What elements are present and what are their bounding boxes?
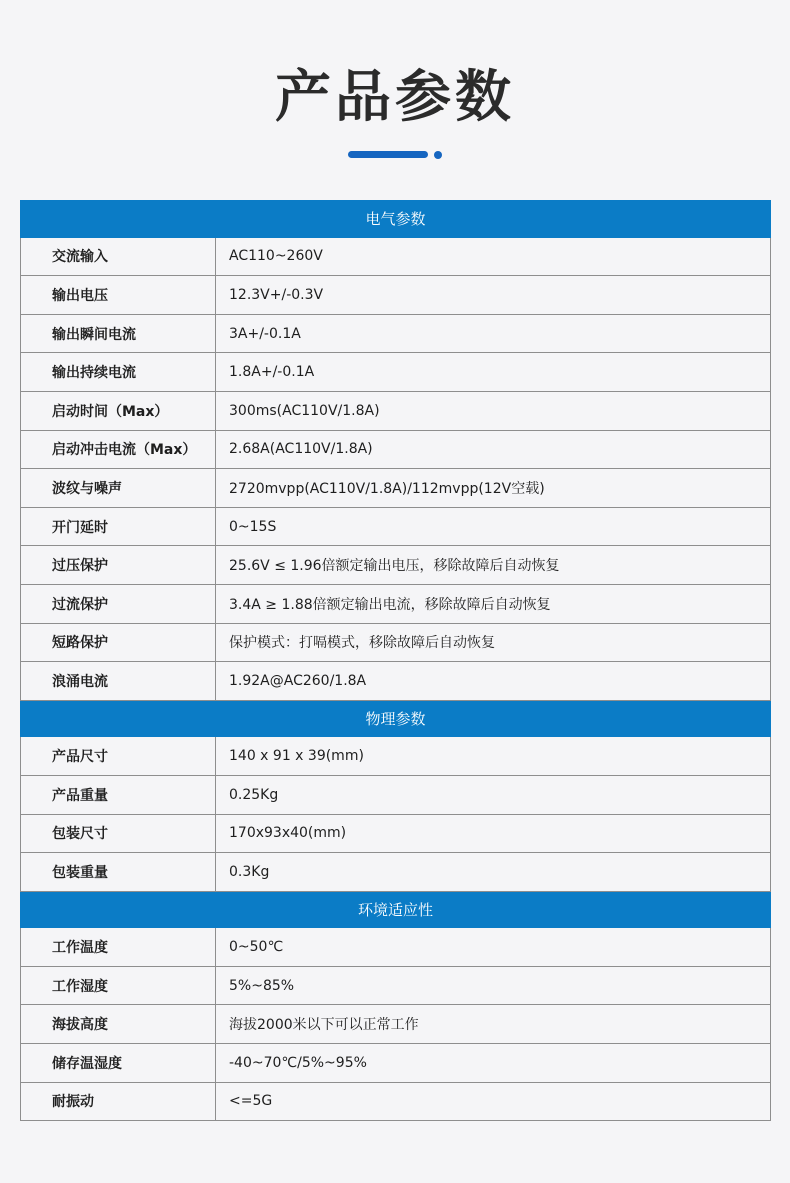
param-value: -40~70℃/5%~95% <box>216 1044 771 1083</box>
table-row <box>21 1005 771 1044</box>
param-label: 工作湿度 <box>21 966 216 1005</box>
table-row <box>21 507 771 546</box>
param-label: 耐振动 <box>21 1082 216 1121</box>
table-row <box>21 353 771 392</box>
param-label: 包装尺寸 <box>21 814 216 853</box>
param-label: 输出瞬间电流 <box>21 314 216 353</box>
param-label: 交流输入 <box>21 237 216 276</box>
table-row <box>21 430 771 469</box>
table-row <box>21 584 771 623</box>
param-value: 0.25Kg <box>216 775 771 814</box>
table-row <box>21 928 771 967</box>
param-value: 300ms(AC110V/1.8A) <box>216 391 771 430</box>
param-label: 储存温湿度 <box>21 1044 216 1083</box>
table-row <box>21 469 771 508</box>
param-label: 浪涌电流 <box>21 662 216 701</box>
param-label: 工作温度 <box>21 928 216 967</box>
section-header <box>21 891 771 928</box>
table-row <box>21 966 771 1005</box>
spec-table <box>20 200 771 1121</box>
param-value: <=5G <box>216 1082 771 1121</box>
table-row <box>21 662 771 701</box>
title-underline-decoration <box>0 150 790 160</box>
param-value: 2720mvpp(AC110V/1.8A)/112mvpp(12V空载) <box>216 469 771 508</box>
param-value: 1.92A@AC260/1.8A <box>216 662 771 701</box>
section-header <box>21 700 771 737</box>
table-row <box>21 814 771 853</box>
param-label: 包装重量 <box>21 853 216 892</box>
param-label: 开门延时 <box>21 507 216 546</box>
section-title: 物理参数 <box>21 700 771 737</box>
param-label: 过压保护 <box>21 546 216 585</box>
table-row <box>21 276 771 315</box>
param-label: 输出电压 <box>21 276 216 315</box>
table-row <box>21 314 771 353</box>
param-value: 140 x 91 x 39(mm) <box>216 737 771 776</box>
param-value: 3.4A ≥ 1.88倍额定输出电流，移除故障后自动恢复 <box>216 584 771 623</box>
table-row <box>21 737 771 776</box>
param-value: 0~15S <box>216 507 771 546</box>
table-row <box>21 391 771 430</box>
param-label: 产品重量 <box>21 775 216 814</box>
param-value: AC110~260V <box>216 237 771 276</box>
param-value: 12.3V+/-0.3V <box>216 276 771 315</box>
table-row <box>21 623 771 662</box>
table-row <box>21 546 771 585</box>
param-label: 过流保护 <box>21 584 216 623</box>
param-value: 170x93x40(mm) <box>216 814 771 853</box>
param-label: 启动冲击电流（Max） <box>21 430 216 469</box>
param-value: 保护模式：打嗝模式，移除故障后自动恢复 <box>216 623 771 662</box>
underline-bar <box>348 151 428 158</box>
param-value: 0~50℃ <box>216 928 771 967</box>
underline-dot <box>434 151 442 159</box>
param-value: 25.6V ≤ 1.96倍额定输出电压，移除故障后自动恢复 <box>216 546 771 585</box>
param-value: 0.3Kg <box>216 853 771 892</box>
table-row <box>21 1044 771 1083</box>
table-row <box>21 775 771 814</box>
param-label: 启动时间（Max） <box>21 391 216 430</box>
param-label: 输出持续电流 <box>21 353 216 392</box>
table-row <box>21 853 771 892</box>
param-value: 3A+/-0.1A <box>216 314 771 353</box>
page-title: 产品参数 <box>275 65 515 130</box>
table-row <box>21 237 771 276</box>
param-label: 海拔高度 <box>21 1005 216 1044</box>
param-label: 短路保护 <box>21 623 216 662</box>
param-value: 5%~85% <box>216 966 771 1005</box>
section-title: 电气参数 <box>21 201 771 238</box>
table-row <box>21 1082 771 1121</box>
section-title: 环境适应性 <box>21 891 771 928</box>
param-label: 波纹与噪声 <box>21 469 216 508</box>
section-header <box>21 201 771 238</box>
param-value: 2.68A(AC110V/1.8A) <box>216 430 771 469</box>
param-value: 海拔2000米以下可以正常工作 <box>216 1005 771 1044</box>
param-value: 1.8A+/-0.1A <box>216 353 771 392</box>
param-label: 产品尺寸 <box>21 737 216 776</box>
